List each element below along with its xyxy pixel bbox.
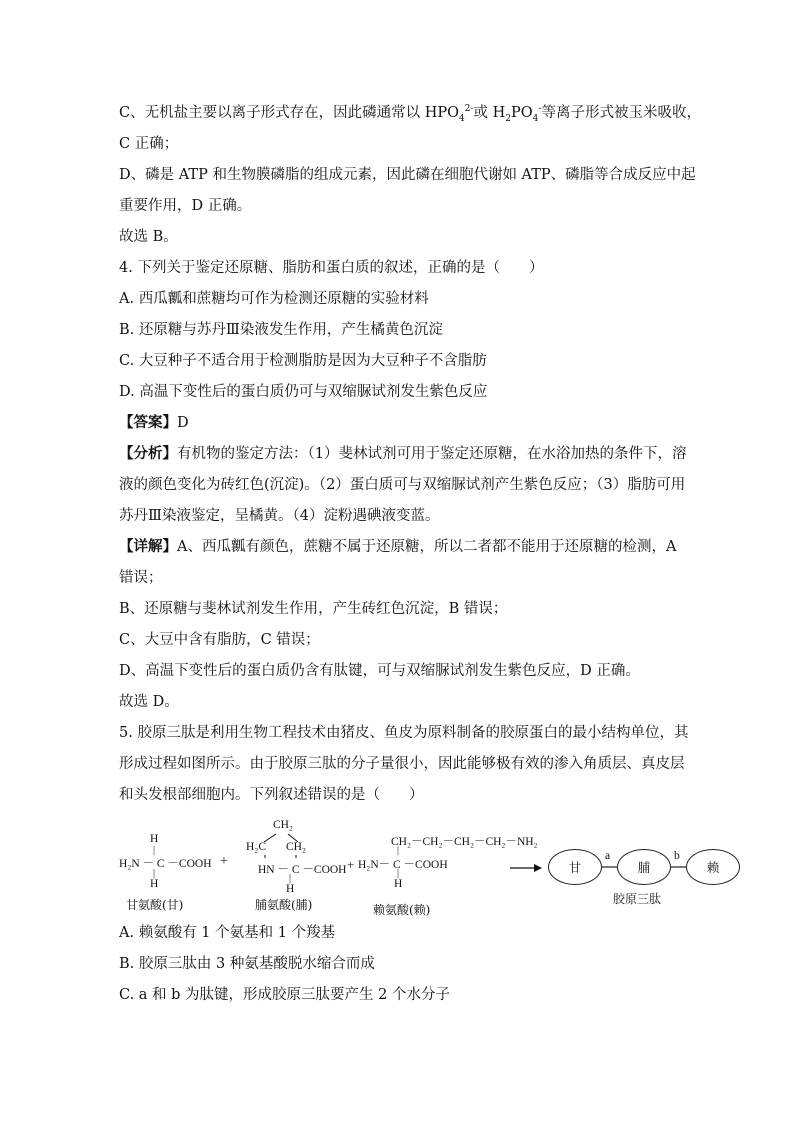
analysis-tag: 【分析】 — [119, 445, 177, 462]
product-node-lys: 赖 — [686, 849, 740, 885]
question-4-option-d: D. 高温下变性后的蛋白质仍可与双缩脲试剂发生紫色反应 — [119, 384, 488, 400]
proline-formula: HN － C －COOH — [258, 864, 347, 876]
lysine-formula: H₂N－ C －COOH — [358, 859, 448, 871]
detail-line: C、大豆中含有脂肪，C 错误； — [119, 632, 320, 648]
answer-line — [119, 413, 189, 433]
detail-line: 故选 D。 — [119, 694, 179, 710]
question-5-stem: 和头发根部细胞内。下列叙述错误的是（ ） — [119, 787, 424, 803]
bond-b-line — [670, 865, 686, 869]
bond-vertical: | — [153, 868, 156, 879]
glycine-h-bottom: H — [150, 878, 159, 890]
bond-vertical: | — [153, 845, 156, 856]
bond-vertical: | — [397, 845, 400, 856]
glycine-formula: H₂N － C －COOH — [119, 858, 212, 870]
bond-b-label: b — [674, 850, 680, 862]
analysis-line: 苏丹Ⅲ染液鉴定，呈橘黄。（4）淀粉遇碘液变蓝。 — [119, 508, 440, 524]
detail-line: B、还原糖与斐林试剂发生作用，产生砖红色沉淀，B 错误； — [119, 601, 508, 617]
proline-h2c: H₂C — [246, 841, 266, 853]
detail-line: D、高温下变性后的蛋白质仍含有肽键，可与双缩脲试剂发生紫色反应，D 正确。 — [119, 663, 640, 679]
answer-value: D — [177, 415, 189, 431]
question-4-option-a: A. 西瓜瓤和蔗糖均可作为检测还原糖的实验材料 — [119, 291, 429, 307]
product-node-gly: 甘 — [548, 849, 602, 885]
question-5-option-a: A. 赖氨酸有 1 个氨基和 1 个羧基 — [119, 925, 336, 941]
bond-a-line — [601, 865, 617, 869]
analysis-line: 液的颜色变化为砖红色(沉淀)。（2）蛋白质可与双缩脲试剂产生紫色反应；（3）脂肪可用 — [119, 477, 686, 493]
detail-tag: 【详解】 — [119, 538, 177, 555]
proline-caption: 脯氨酸(脯) — [255, 898, 313, 912]
text-line: 故选 B。 — [119, 229, 178, 245]
lysine-h-bottom: H — [394, 878, 403, 890]
glycine-h-top: H — [150, 833, 159, 845]
detail-line: 【详解】A、西瓜瓤有颜色，蔗糖不属于还原糖，所以二者都不能用于还原糖的检测，A — [119, 538, 677, 555]
text-line: D、磷是 ATP 和生物膜磷脂的组成元素，因此磷在细胞代谢如 ATP、磷脂等合成反应中起 — [119, 167, 696, 183]
lysine-side-chain: CH₂－CH₂－CH₂－CH₂－NH₂ — [391, 836, 538, 848]
answer-tag: 【答案】 — [119, 414, 177, 431]
lysine-caption: 赖氨酸(赖) — [373, 903, 431, 917]
text-line-phosphate: C、无机盐主要以离子形式存在，因此磷通常以 $HPO_4^{2-}$或 $H_2PO_4^-$等离子形式被玉米吸收， — [119, 104, 701, 124]
proline-ch2-right: CH₂ — [286, 841, 306, 853]
detail-line: 错误； — [119, 570, 163, 586]
question-4-option-c: C. 大豆种子不适合用于检测脂肪是因为大豆种子不含脂肪 — [119, 353, 487, 369]
question-5-stem: 5. 胶原三肽是利用生物工程技术由猪皮、鱼皮为原料制备的胶原蛋白的最小结构单位，其 — [119, 725, 689, 741]
product-node-pro: 脯 — [617, 849, 671, 885]
reaction-arrow-icon — [508, 862, 544, 874]
question-5-option-c: C. a 和 b 为肽键，形成胶原三肽要产生 2 个水分子 — [119, 987, 450, 1003]
question-5-stem: 形成过程如图所示。由于胶原三肽的分子量很小，因此能够极有效的渗入角质层、真皮层 — [119, 756, 685, 772]
bond-vertical: | — [289, 873, 292, 884]
question-4-stem: 4. 下列关于鉴定还原糖、脂肪和蛋白质的叙述，正确的是（ ） — [119, 260, 544, 276]
text-line: C 正确； — [119, 136, 179, 152]
analysis-line: 【分析】有机物的鉴定方法：（1）斐林试剂可用于鉴定还原糖，在水浴加热的条件下，溶 — [119, 445, 687, 462]
product-caption: 胶原三肽 — [613, 892, 662, 906]
plus-sign: + — [220, 854, 228, 869]
proline-h-bottom: H — [286, 883, 295, 895]
proline-ch2-top: CH₂ — [273, 819, 293, 831]
glycine-caption: 甘氨酸(甘) — [126, 898, 184, 912]
question-4-option-b: B. 还原糖与苏丹Ⅲ染液发生作用，产生橘黄色沉淀 — [119, 322, 443, 338]
bond-vertical: | — [397, 868, 400, 879]
plus-sign: + — [347, 857, 355, 872]
question-5-option-b: B. 胶原三肽由 3 种氨基酸脱水缩合而成 — [119, 956, 375, 972]
bond-a-label: a — [605, 850, 611, 862]
text-line: 重要作用，D 正确。 — [119, 198, 252, 214]
